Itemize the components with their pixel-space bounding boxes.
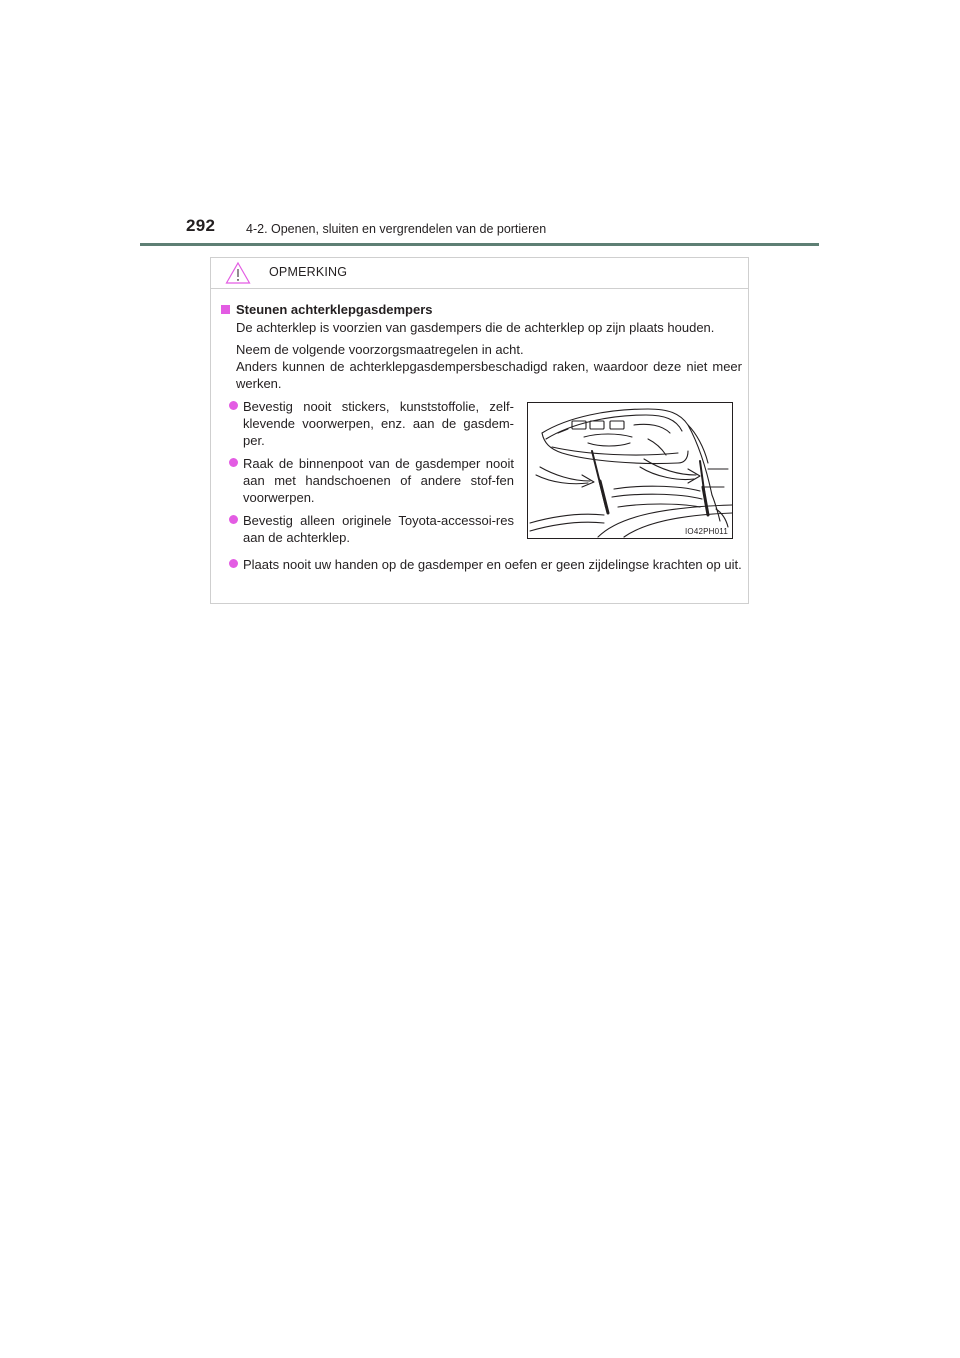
- list-item-text: Raak de binnenpoot van de gasdemper nooit aan met handschoenen of andere stof-fen voorwerpen.: [243, 456, 514, 505]
- list-item-text: Plaats nooit uw handen op de gasdemper en oefen er geen zijdelingse krachten op uit.: [243, 557, 742, 572]
- section-title: 4-2. Openen, sluiten en vergrendelen van de portieren: [246, 222, 547, 236]
- round-bullet-icon: [229, 401, 238, 410]
- warning-triangle-icon: [225, 261, 251, 290]
- list-item: [229, 512, 514, 546]
- header-rule: [140, 243, 819, 246]
- round-bullet-icon: [229, 458, 238, 467]
- notice-label: OPMERKING: [269, 265, 348, 279]
- square-bullet-icon: [221, 305, 230, 314]
- figure-code: IO42PH011: [684, 527, 728, 536]
- page-number: 292: [186, 216, 216, 235]
- paragraph-1: De achterklep is voorzien van gasdempers die de achterklep op zijn plaats houden.: [236, 320, 715, 335]
- tailgate-illustration: [528, 403, 732, 538]
- list-item: [229, 398, 514, 449]
- list-item: [229, 455, 514, 506]
- paragraph-2: Neem de volgende voorzorgsmaatregelen in acht.: [236, 342, 524, 357]
- list-item-text: Bevestig alleen originele Toyota-accessoi-res aan de achterklep.: [243, 513, 514, 545]
- paragraph-3: Anders kunnen de achterklepgasdempersbeschadigd raken, waardoor deze niet meer werken.: [236, 359, 742, 391]
- bullet-list: [229, 398, 514, 552]
- tailgate-damper-figure: [527, 402, 733, 539]
- round-bullet-icon: [229, 559, 238, 568]
- notice-header: [211, 258, 748, 289]
- round-bullet-icon: [229, 515, 238, 524]
- notice-heading-text: Steunen achterklepgasdempers: [236, 302, 433, 317]
- list-item: [229, 556, 753, 573]
- notice-heading: [221, 302, 433, 317]
- list-item-text: Bevestig nooit stickers, kunststoffolie, zelf-klevende voorwerpen, enz. aan de gasdem-per.: [243, 399, 514, 448]
- notice-box: [210, 257, 749, 604]
